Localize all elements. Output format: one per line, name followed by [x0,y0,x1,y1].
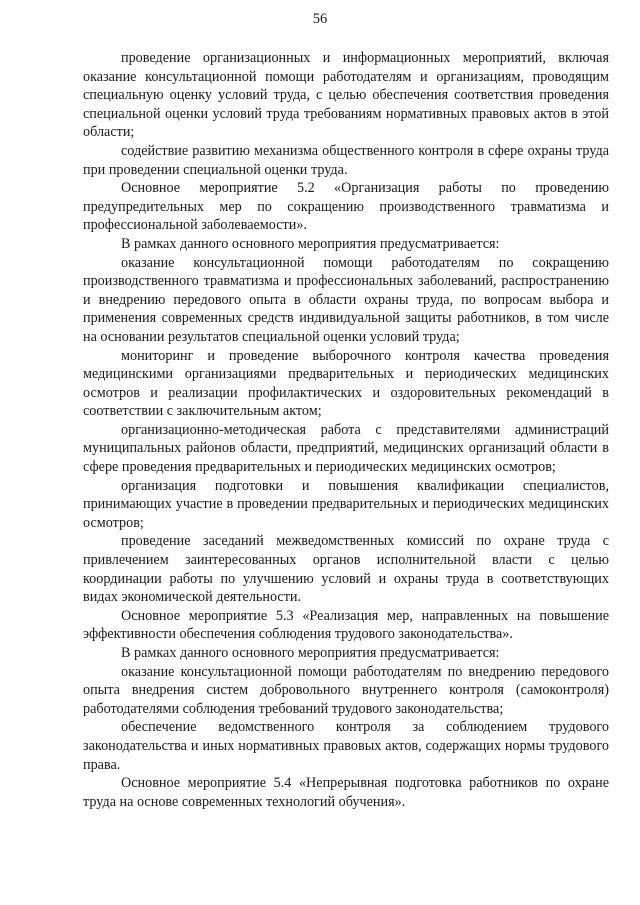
paragraph: оказание консультационной помощи работодателям по сокращению производственного травматизма и профессиональных заболеваний, распространению и внедрению передового опыта в области охраны труда, по вопросам выбора и применения современных средств индивидуальной защиты работников, в том числе на основании результатов специальной оценки условий труда; [83,254,609,345]
paragraph: организационно-методическая работа с представителями администраций муниципальных районов области, предприятий, медицинских организаций области в сфере проведения предварительных и периодических медицинских осмотров; [83,421,609,476]
paragraph: организация подготовки и повышения квалификации специалистов, принимающих участие в проведении предварительных и периодических медицинских осмотров; [83,477,609,531]
paragraph: содействие развитию механизма общественного контроля в сфере охраны труда при проведении специальной оценки труда. [83,142,609,178]
paragraph: обеспечение ведомственного контроля за соблюдением трудового законодательства и иных нормативных правовых актов, содержащих нормы трудового права. [83,719,609,773]
page-number: 56 [312,11,328,27]
paragraph: Основное мероприятие 5.2 «Организация работы по проведению предупредительных мер по сокращению производственного травматизма и профессиональной заболеваемости». [83,180,609,234]
paragraph: проведение заседаний межведомственных комиссий по охране труда с привлечением заинтересованных органов исполнительной власти с целью координации работы по улучшению условий и охраны труда в соответствующих видах экономической деятельности. [83,533,609,606]
paragraph: Основное мероприятие 5.3 «Реализация мер, направленных на повышение эффективности обеспечения соблюдения трудового законодательства». [83,607,609,643]
paragraph: мониторинг и проведение выборочного контроля качества проведения медицинскими организациями предварительных и периодических медицинских осмотров и реализации профилактических и оздоровительных рекомендаций в соответствии с заключительным актом; [83,347,609,420]
paragraph: В рамках данного основного мероприятия предусматривается: [121,235,500,252]
paragraph: проведение организационных и информационных мероприятий, включая оказание консультационной помощи работодателям и организациям, проводящим специальную оценку условий труда, с целью обеспечения соответствия проведения специальной оценки условий труда требованиям нормативных правовых актов в этой области; [83,50,609,141]
document-body [83,49,609,811]
paragraph: В рамках данного основного мероприятия предусматривается: [121,645,500,661]
paragraph: Основное мероприятие 5.4 «Непрерывная подготовка работников по охране труда на основе современных технологий обучения». [83,775,609,810]
paragraph: оказание консультационной помощи работодателям по внедрению передового опыта внедрения систем добровольного внутреннего контроля (самоконтроля) работодателями соблюдения требований трудового законодательства; [83,663,609,717]
